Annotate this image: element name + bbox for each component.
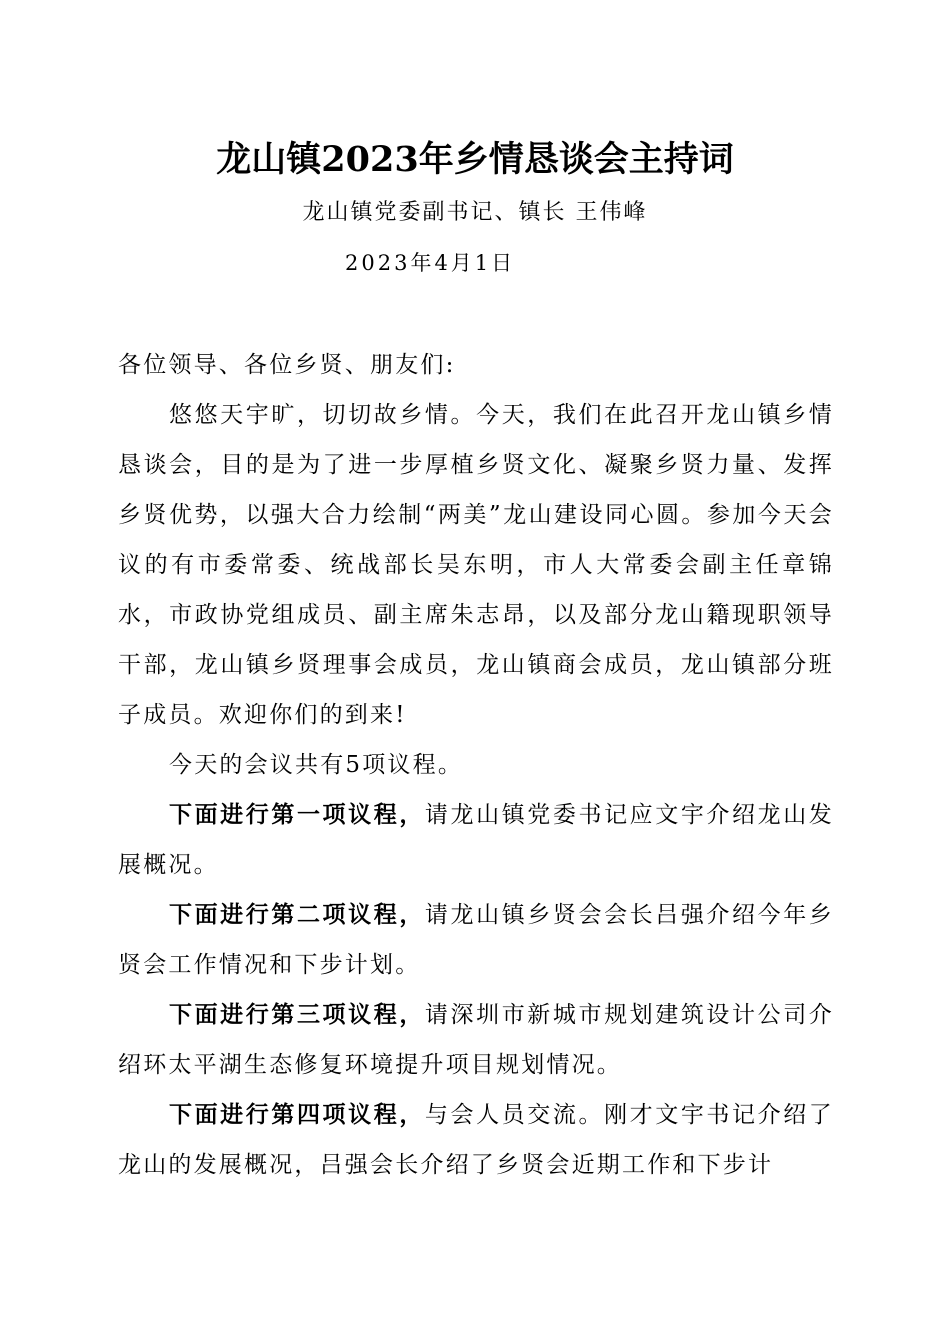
agenda-item-3: [118, 990, 834, 1090]
agenda-item-1: [118, 790, 834, 890]
document-body: [118, 340, 834, 1190]
agenda-item-2-text: 请龙山镇乡贤会会长吕强介绍今年乡贤会工作情况和下步计划。: [118, 902, 835, 978]
author-line: 龙山镇党委副书记、镇长 王伟峰: [302, 200, 648, 225]
document-date: 2023年4月1日: [345, 251, 516, 275]
agenda-item-1-text: 请龙山镇党委书记应文宇介绍龙山发展概况。: [118, 802, 835, 878]
agenda-item-4-text: 与会人员交流。刚才文宇书记介绍了龙山的发展概况，吕强会长介绍了乡贤会近期工作和下步计: [118, 1102, 835, 1178]
agenda-item-4-lead: 下面进行第四项议程，: [169, 1102, 425, 1128]
agenda-item-3-text: 请深圳市新城市规划建筑设计公司介绍环太平湖生态修复环境提升项目规划情况。: [118, 1002, 835, 1078]
agenda-item-4: [118, 1090, 834, 1190]
document-title: 龙山镇2023年乡情恳谈会主持词: [216, 139, 734, 180]
agenda-item-1-lead: 下面进行第一项议程，: [169, 802, 425, 828]
agenda-item-2: [118, 890, 834, 990]
agenda-item-2-lead: 下面进行第二项议程，: [169, 902, 425, 928]
intro-paragraph: 悠悠天宇旷，切切故乡情。今天，我们在此召开龙山镇乡情恳谈会，目的是为了进一步厚植乡贤文化、凝聚乡贤力量、发挥乡贤优势，以强大合力绘制“两美”龙山建设同心圆。参加今天会议的有市委常委、统战部长吴东明，市人大常委会副主任章锦水，市政协党组成员、副主席朱志昂，以及部分龙山籍现职领导干部，龙山镇乡贤理事会成员，龙山镇商会成员，龙山镇部分班子成员。欢迎你们的到来!: [118, 402, 834, 728]
agenda-item-3-lead: 下面进行第三项议程，: [169, 1002, 425, 1028]
agenda-count: 今天的会议共有5项议程。: [169, 752, 464, 778]
salutation: 各位领导、各位乡贤、朋友们:: [118, 352, 456, 378]
